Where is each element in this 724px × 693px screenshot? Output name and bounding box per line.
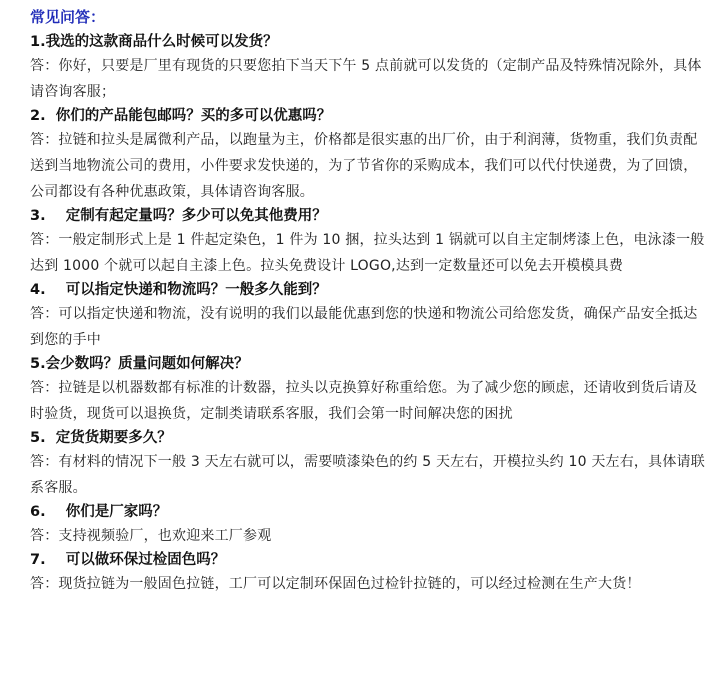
faq-question: 2. 你们的产品能包邮吗？买的多可以优惠吗？ [30, 108, 332, 124]
faq-item [30, 427, 710, 501]
faq-answer: 答：一般定制形式上是 1 件起定染色，1 件为 10 捆，拉头达到 1 锅就可以自主定制烤漆上色，电泳漆一般达到 1000 个就可以起自主漆上色。拉头免费设计 LOGO,达到一定数量还可以免去开模模具费 [30, 232, 705, 274]
faq-item [30, 501, 710, 549]
faq-answer: 答：可以指定快递和物流，没有说明的我们以最能优惠到您的快递和物流公司给您发货，确保产品安全抵达到您的手中 [30, 306, 698, 348]
faq-question: 5.会少数吗？质量问题如何解决？ [30, 356, 249, 372]
faq-question: 3. 定制有起定量吗？多少可以免其他费用？ [30, 208, 327, 224]
faq-answer: 答：你好，只要是厂里有现货的只要您拍下当天下午 5 点前就可以发货的（定制产品及特殊情况除外，具体请咨询客服； [30, 58, 702, 100]
page-title: 常见问答： [30, 8, 106, 26]
faq-answer: 答：支持视频验厂，也欢迎来工厂参观 [30, 528, 272, 544]
faq-answer: 答：拉链是以机器数都有标准的计数器，拉头以克换算好称重给您。为了减少您的顾虑，还请收到货后请及时验货，现货可以退换货，定制类请联系客服，我们会第一时间解决您的困扰 [30, 380, 698, 422]
faq-question: 1.我选的这款商品什么时候可以发货？ [30, 34, 278, 50]
faq-answer: 答：有材料的情况下一般 3 天左右就可以，需要喷漆染色的约 5 天左右，开模拉头约 10 天左右，具体请联系客服。 [30, 454, 705, 496]
faq-item [30, 549, 710, 597]
faq-question: 6. 你们是厂家吗？ [30, 504, 168, 520]
faq-answer: 答：现货拉链为一般固色拉链，工厂可以定制环保固色过检针拉链的，可以经过检测在生产大货！ [30, 576, 641, 592]
faq-item [30, 205, 710, 279]
faq-question: 4. 可以指定快递和物流吗？一般多久能到？ [30, 282, 327, 298]
faq-item [30, 353, 710, 427]
faq-item [30, 279, 710, 353]
faq-question: 5. 定货货期要多久？ [30, 430, 172, 446]
faq-question: 7. 可以做环保过检固色吗？ [30, 552, 226, 568]
faq-item [30, 105, 710, 205]
faq-list [30, 31, 710, 597]
faq-item [30, 31, 710, 105]
faq-answer: 答：拉链和拉头是属微利产品，以跑量为主，价格都是很实惠的出厂价，由于利润薄，货物重，我们负责配送到当地物流公司的费用，小件要求发快递的，为了节省你的采购成本，我们可以代付快递费，为了回馈，公司都设有各种优惠政策，具体请咨询客服。 [30, 132, 698, 200]
